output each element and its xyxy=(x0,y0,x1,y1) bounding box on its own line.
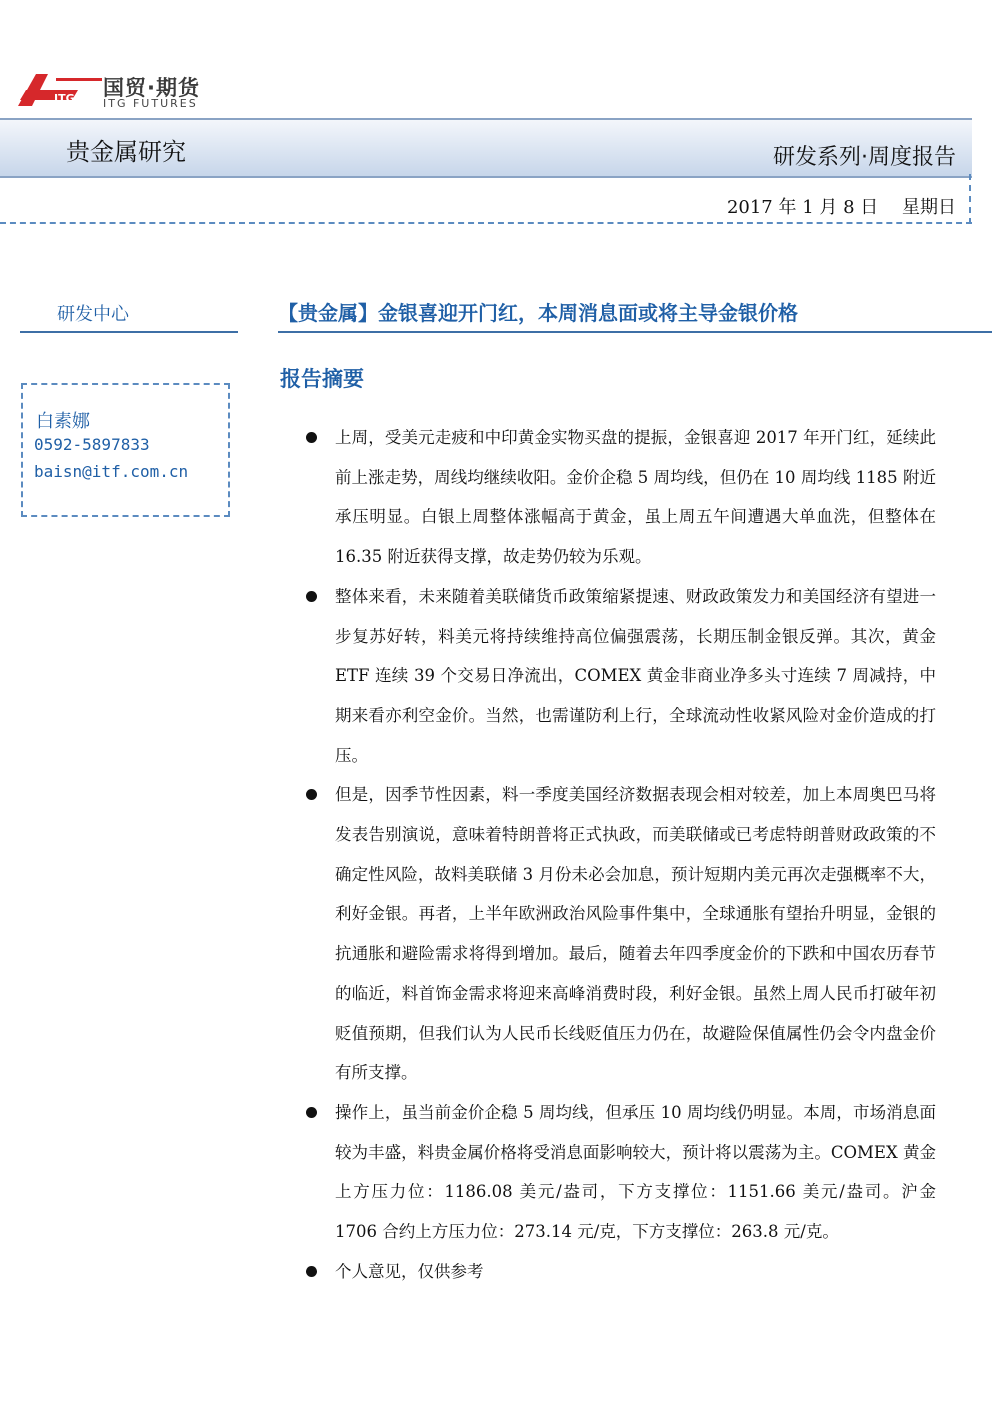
summary-text: 整体来看，未来随着美联储货币政策缩紧提速、财政政策发力和美国经济有望进一步复苏好转，料美元将持续维持高位偏强震荡，长期压制金银反弹。其次，黄金 ETF 连续 39 个交易日净流出，COMEX 黄金非商业净多头寸连续 7 周减持，中期来看亦利空金价。当然，也需谨防利上行，全球流动性收紧风险对金价造成的打压。 xyxy=(335,586,936,765)
research-category: 贵金属研究 xyxy=(66,138,186,166)
summary-item xyxy=(306,418,936,577)
company-name: 国贸·期货 xyxy=(103,76,200,100)
analyst-email[interactable]: baisn@itf.com.cn xyxy=(34,462,189,481)
summary-item xyxy=(306,775,936,1093)
header-banner xyxy=(0,118,972,178)
bullet-icon xyxy=(306,1266,317,1277)
summary-item xyxy=(306,577,936,776)
summary-heading: 报告摘要 xyxy=(280,367,364,391)
bullet-icon xyxy=(306,789,317,800)
summary-item xyxy=(306,1093,936,1252)
summary-text: 但是，因季节性因素，料一季度美国经济数据表现会相对较差，加上本周奥巴马将发表告别演说，意味着特朗普将正式执政，而美联储或已考虑特朗普财政政策的不确定性风险，故料美联储 3 月份未必会加息，预计短期内美元再次走强概率不大，利好金银。再者，上半年欧洲政治风险事件集中，全球通胀有望抬升明显，金银的抗通胀和避险需求将得到增加。最后，随着去年四季度金价的下跌和中国农历春节的临近，料首饰金需求将迎来高峰消费时段，利好金银。虽然上周人民币打破年初贬值预期，但我们认为人民币长线贬值压力仍在，故避险保值属性仍会令内盘金价有所支撑。 xyxy=(335,785,936,1083)
summary-item xyxy=(306,1252,936,1292)
analyst-phone: 0592-5897833 xyxy=(34,435,150,454)
bullet-icon xyxy=(306,1107,317,1118)
bullet-icon xyxy=(306,591,317,602)
report-title: 【贵金属】金银喜迎开门红，本周消息面或将主导金银价格 xyxy=(278,301,798,325)
logo-mark-text: ITG xyxy=(54,92,75,105)
dashed-divider xyxy=(969,174,971,224)
summary-text: 个人意见，仅供参考 xyxy=(335,1261,484,1281)
bullet-icon xyxy=(306,432,317,443)
report-date: 2017 年 1 月 8 日 星期日 xyxy=(726,197,956,218)
summary-text: 上周，受美元走疲和中印黄金实物买盘的提振，金银喜迎 2017 年开门红，延续此前上涨走势，周线均继续收阳。金价企稳 5 周均线，但仍在 10 周均线 1185 附近承压明显。白银上周整体涨幅高于黄金，虽上周五午间遭遇大单血洗，但整体在 16.35 附近获得支撑，故走势仍较为乐观。 xyxy=(335,428,936,567)
company-name-en: ITG FUTURES xyxy=(103,97,198,110)
analyst-name: 白素娜 xyxy=(36,411,90,432)
title-rule xyxy=(278,331,992,333)
date-row xyxy=(0,192,972,224)
sidebar-title: 研发中心 xyxy=(57,304,129,325)
report-series: 研发系列·周度报告 xyxy=(773,145,956,170)
sidebar-rule xyxy=(20,331,238,333)
contact-box xyxy=(21,383,230,517)
summary-text: 操作上，虽当前金价企稳 5 周均线，但承压 10 周均线仍明显。本周，市场消息面较为丰盛，料贵金属价格将受消息面影响较大，预计将以震荡为主。COMEX 黄金上方压力位：1186.08 美元/盎司，下方支撑位：1151.66 美元/盎司。沪金 1706 合约上方压力位：273.14 元/克，下方支撑位：263.8 元/克。 xyxy=(335,1102,936,1242)
summary-list xyxy=(306,418,936,1291)
